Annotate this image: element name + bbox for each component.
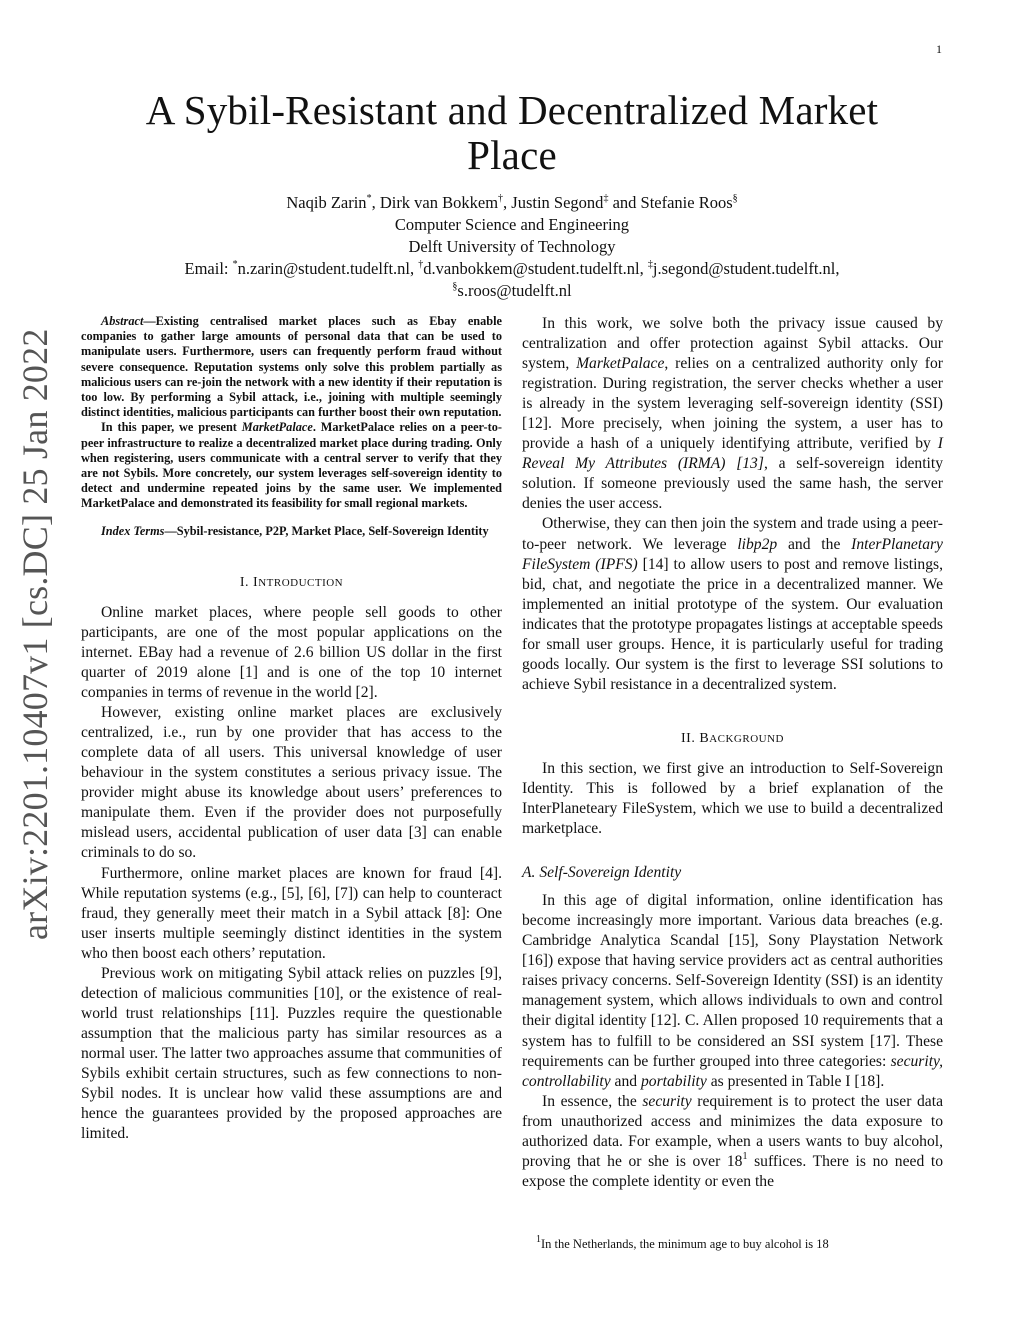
footnote [522,1233,943,1252]
body-text: as presented in Table I [18]. [706,1072,885,1090]
index-terms-lead: Index Terms [101,523,165,538]
abstract-lead: Abstract [101,314,144,328]
section-heading-background [522,729,943,749]
author-list [100,192,924,214]
email-address: s.roos@tudelft.nl [457,281,572,301]
body-paragraph [522,514,943,694]
body-text: and [610,1072,641,1090]
email-mark: § [452,280,458,292]
section-title: ACKGROUND [709,732,784,745]
abstract [81,314,502,512]
affiliation-university: Delft University of Technology [408,237,616,257]
body-paragraph: Previous work on mitigating Sybil attack relies on puzzles [9], detection of malicious communities [10], or the existence of real-world trust relationships [11]. Puzzles require the questionable assumption that the malicious party has similar resources as a normal user. The latter two approaches assume that communities of Sybils exhibit certain structures, such as few connections to non-Sybil nodes. It is unclear how valid these assumptions are and hence the guarantees provided by the proposed approaches are limited. [81,964,502,1143]
author-mark: * [366,192,372,204]
abstract-text: In this paper, we present [101,420,242,435]
index-terms-text: —Sybil-resistance, P2P, Market Place, Self-Sovereign Identity [164,523,489,538]
email-address: d.vanbokkem@student.tudelft.nl, [423,259,648,279]
body-emphasis: I Reveal My Attributes (IRMA) [13] [522,435,943,473]
author-name: and Stefanie Roos [608,193,733,213]
body-emphasis: libp2p [737,535,778,553]
email-line-2 [100,280,924,302]
abstract-text: . MarketPalace relies on a peer-to-peer infrastructure to realize a decentralized market place during trading. Only when registering, users communicate with a central server to verify that they are not Sybils. More concretely, our system leverages self-sovereign identity to detect and undermine repeated joins by the same user. We implemented MarketPalace and demonstrated its feasibility for small regional markets. [81,420,502,511]
footnote-marker: 1 [742,1150,748,1162]
body-paragraph: In this section, we first give an introduction to Self-Sovereign Identity. This is followed by a brief explanation of the InterPlaneteary FileSystem, which we use to build a decentralized marketplace. [522,759,943,838]
body-text: In essence, the [542,1092,643,1110]
subsection-heading-ssi: A. Self-Sovereign Identity [522,864,682,882]
body-paragraph: Furthermore, online market places are known for fraud [4]. While reputation systems (e.g., [5], [6], [7]) can help to counteract fraud, they generally meet their match in a Sybil attack [8]: One user inserts multiple seemingly distinct identities in the system who then boost each others’ reputation. [81,864,502,962]
abstract-paragraph [81,314,502,420]
body-text: [14] to allow users to post and remove listings, bid, chat, and negotiate the price in a decentralized manner. We implemented an initial prototype of the system. Our evaluation indicates that the prototype propagates listings at acceptable speeds for small user groups. Hence, it is particularly useful for trading goods locally. Our system is the first to leverage SSI solutions to achieve Sybil resistance in a decentralized system. [522,555,943,693]
abstract-emphasis: MarketPalace [241,420,313,435]
author-name: , Dirk van Bokkem [371,193,499,213]
right-column [522,314,943,1192]
body-text: In this work, we solve both the privacy issue caused by centralization and offer protection against Sybil attacks. Our system, [522,315,943,373]
body-paragraph: Online market places, where people sell goods to other participants, are one of the most popular applications on the internet. EBay had a revenue of 2.6 billion US dollar in the first quarter of 2019 alone [1] and is one of the top 10 internet companies in terms of revenue in the world [2]. [81,603,502,702]
footnote-mark: 1 [536,1233,541,1245]
email-line [30,258,994,280]
email-mark: † [418,258,424,270]
section-number: I. I [239,574,259,590]
body-emphasis: security [642,1092,692,1110]
body-emphasis: InterPlanetary FileSystem (IPFS) [522,535,943,573]
body-text: requirement is to protect the user data from unauthorized access and minimizes the data exposure to authorized data. For example, when a users wants to buy alcohol, proving that he or she is over 18 [522,1092,943,1170]
author-name: , Justin Segond [503,193,604,213]
email-mark: * [232,258,238,270]
body-text: , a self-sovereign identity solution. If someone previously used the same hash, the server denies the user access. [522,455,943,513]
body-text: In this age of digital information, online identification has become increasingly more important. Various data breaches (e.g. Cambridge Analytica Scandal [15], Sony Playstation Network [16]) expose that having service providers act as central authorities raises privacy concerns. Self-Sovereign Identity (SSI) is an identity management system, which allows individuals to own and control their digital identity [12]. C. Allen proposed 10 requirements that a system has to fulfill to be considered an SSI system [17]. These requirements can be further grouped into three categories: [522,892,943,1070]
footnote-text: In the Netherlands, the minimum age to buy alcohol is 18 [541,1237,829,1251]
author-mark: ‡ [603,192,609,204]
section-title: NTRODUCTION [258,576,344,589]
section-number: II. B [681,730,710,746]
email-address: n.zarin@student.tudelft.nl, [237,259,419,279]
body-text: Otherwise, they can then join the system and trade using a peer-to-peer network. We leverage [522,515,943,553]
email-mark: ‡ [647,258,653,270]
abstract-paragraph [81,420,502,511]
left-column [81,314,502,1144]
paper-title: A Sybil-Resistant and Decentralized Market Place [145,87,879,179]
body-text: and the [777,535,852,553]
affiliation-dept: Computer Science and Engineering [394,215,630,235]
page-number: 1 [936,42,942,56]
body-paragraph [522,314,943,514]
author-mark: † [498,192,504,204]
arxiv-stamp: arXiv:2201.10407v1 [cs.DC] 25 Jan 2022 [15,328,55,940]
body-emphasis: portability [640,1072,707,1090]
body-paragraph: However, existing online market places are exclusively centralized, i.e., run by one provider that has access to the complete data of all users. This universal knowledge of user behaviour in the system constitutes a serious privacy issue. The provider might abuse its knowledge about users’ preferences to manipulate them. Even if the provider does not purposefully mislead users, accidental publication of user data [3] can enable criminals to do so. [81,704,502,862]
body-emphasis: MarketPalace [576,355,665,373]
email-address: j.segond@student.tudelft.nl, [652,259,840,279]
body-paragraph [522,891,943,1091]
body-emphasis: security, controllability [522,1052,943,1090]
body-text: suffices. There is no need to expose the complete identity or even the [522,1152,943,1190]
paper-header [100,88,924,302]
author-name: Naqib Zarin [286,193,367,213]
body-text: , relies on a centralized authority only for registration. During registration, the server checks whether a user is already in the system leveraging self-sovereign identity (SSI) [12]. More precisely, when joining the system, a user has to provide a hash of a uniquely identifying attribute, verified by [522,355,943,453]
body-paragraph [522,1092,943,1192]
author-mark: § [732,192,738,204]
index-terms [81,524,502,539]
section-heading-introduction [81,573,502,593]
abstract-text: —Existing centralised market places such as Ebay enable companies to gather large amounts of personal data that can be used to manipulate users. Furthermore, users can frequently perform fraud without severe consequence. Reputation systems only solve this problem partially as malicious users can re-join the network with a new identity if their reputation is too low. By performing a Sybil attack, i.e., joining with multiple seemingly distinct identities, malicious participants can further boost their own reputation. [81,314,502,420]
email-prefix: Email: [184,259,233,279]
